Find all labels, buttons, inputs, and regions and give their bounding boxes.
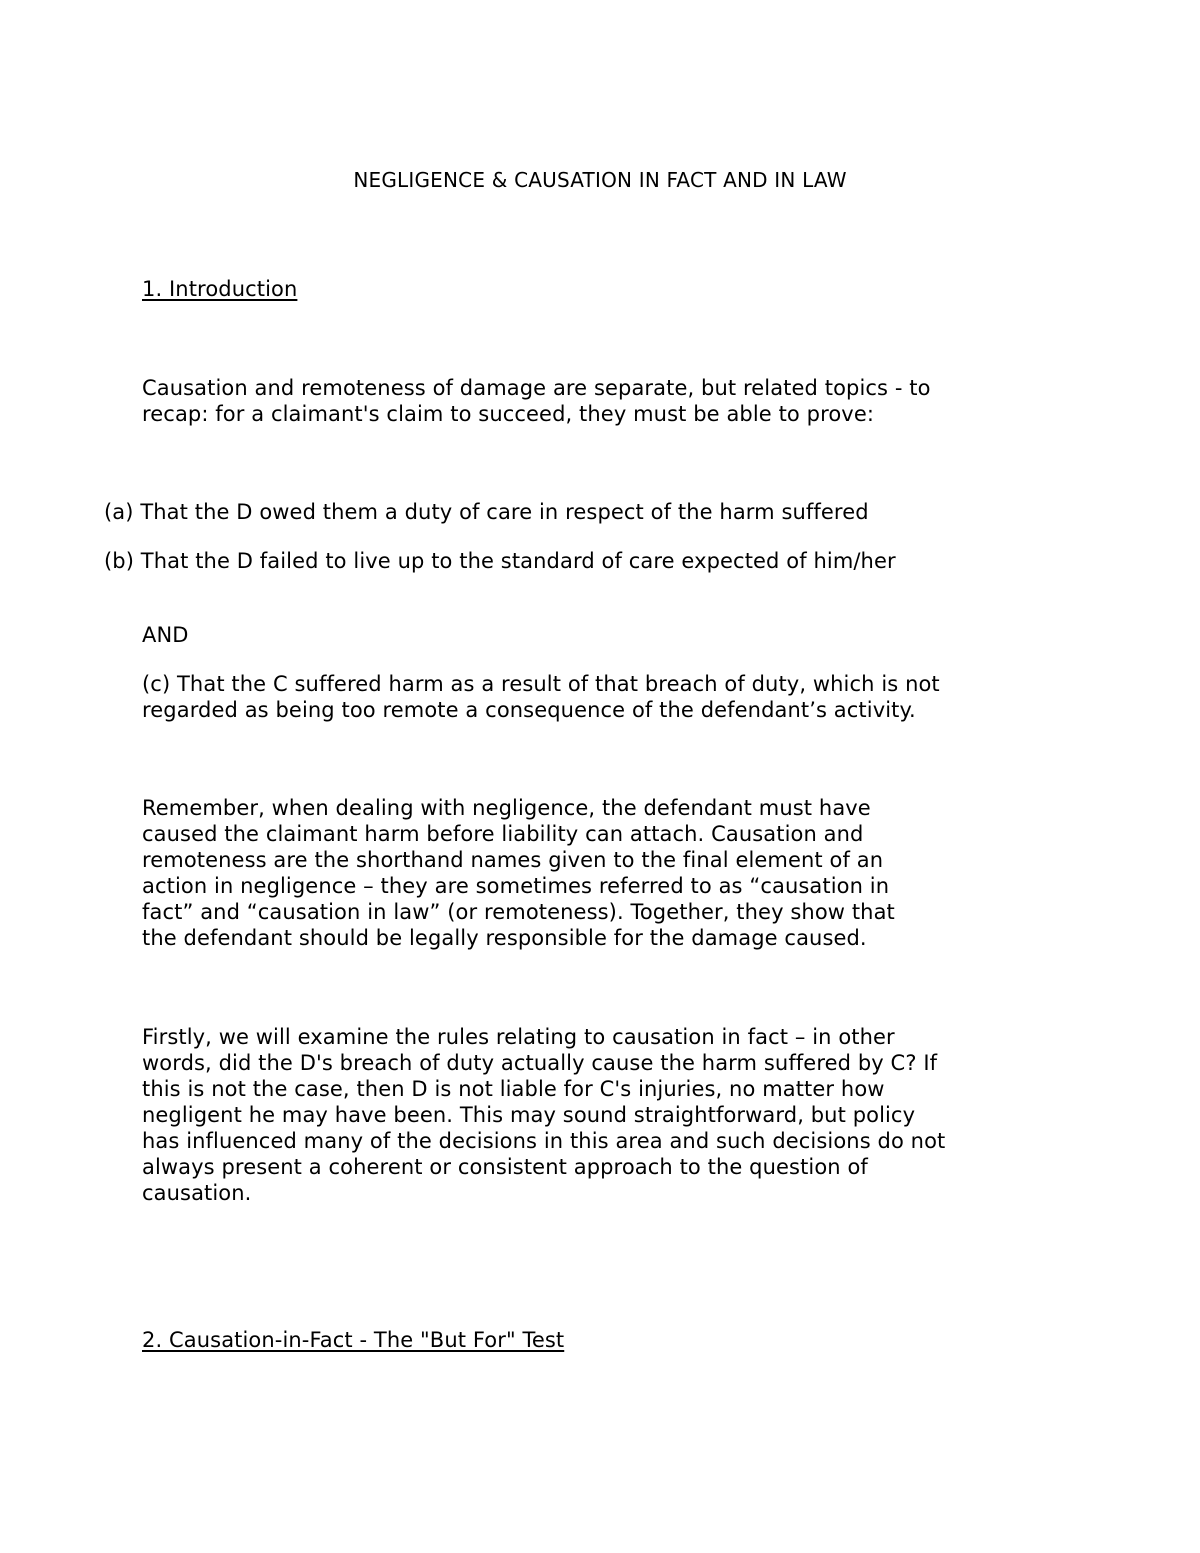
paragraph-line: action in negligence – they are sometimes referred to as “causation in bbox=[142, 874, 890, 898]
intro-text-line: recap: for a claimant's claim to succeed, they must be able to prove: bbox=[142, 402, 875, 426]
paragraph-line: causation. bbox=[142, 1181, 252, 1205]
paragraph-line: negligent he may have been. This may sound straightforward, but policy bbox=[142, 1103, 916, 1127]
paragraph-line: caused the claimant harm before liability can attach. Causation and bbox=[142, 822, 864, 846]
paragraph-line: fact” and “causation in law” (or remoteness). Together, they show that bbox=[142, 900, 895, 924]
document-title: NEGLIGENCE & CAUSATION IN FACT AND IN LAW bbox=[353, 168, 847, 192]
list-item-a: (a) That the D owed them a duty of care in respect of the harm suffered bbox=[104, 500, 869, 524]
list-item-b: (b) That the D failed to live up to the standard of care expected of him/her bbox=[104, 549, 896, 573]
list-item-c: (c) That the C suffered harm as a result of that breach of duty, which is not bbox=[142, 672, 940, 696]
paragraph-line: this is not the case, then D is not liable for C's injuries, no matter how bbox=[142, 1077, 885, 1101]
paragraph-line: words, did the D's breach of duty actually cause the harm suffered by C? If bbox=[142, 1051, 938, 1075]
paragraph-line: Remember, when dealing with negligence, the defendant must have bbox=[142, 796, 871, 820]
paragraph-line: the defendant should be legally responsible for the damage caused. bbox=[142, 926, 867, 950]
paragraph-line: remoteness are the shorthand names given to the final element of an bbox=[142, 848, 884, 872]
section-heading-introduction: 1. Introduction bbox=[142, 277, 298, 301]
list-item-c-continued: regarded as being too remote a consequence of the defendant’s activity. bbox=[142, 698, 916, 722]
paragraph-line: always present a coherent or consistent approach to the question of bbox=[142, 1155, 868, 1179]
paragraph-line: has influenced many of the decisions in this area and such decisions do not bbox=[142, 1129, 946, 1153]
and-label: AND bbox=[142, 623, 189, 647]
intro-text-line: Causation and remoteness of damage are separate, but related topics - to bbox=[142, 376, 931, 400]
section-heading-but-for-test: 2. Causation-in-Fact - The "But For" Test bbox=[142, 1328, 565, 1352]
paragraph-line: Firstly, we will examine the rules relating to causation in fact – in other bbox=[142, 1025, 895, 1049]
